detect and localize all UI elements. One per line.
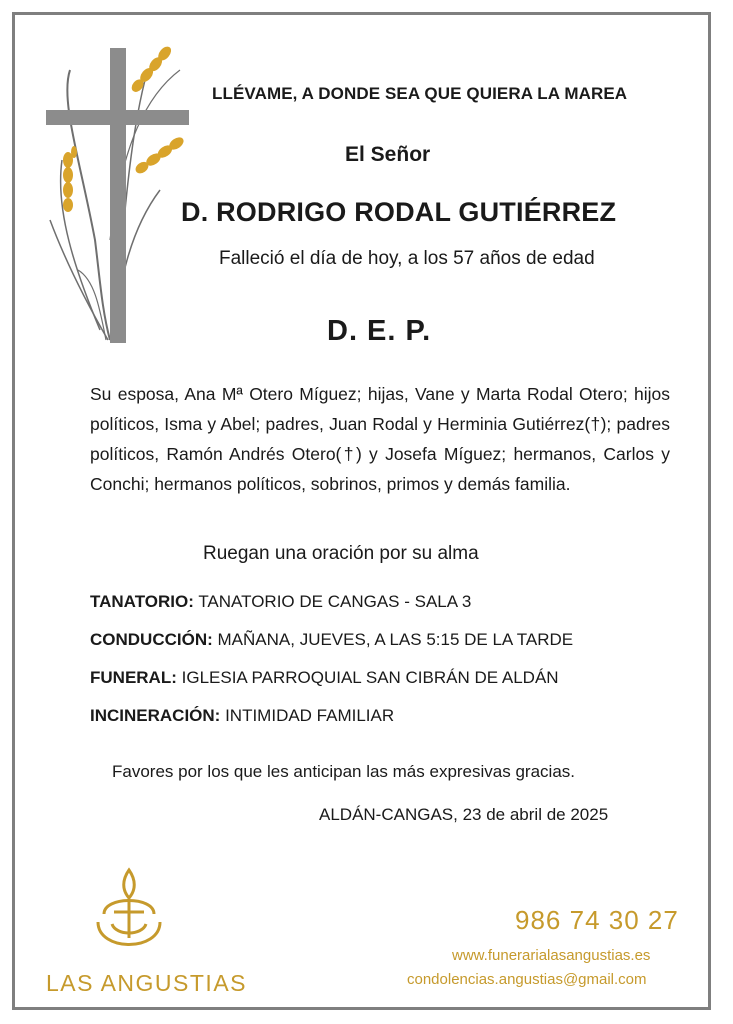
brand-name: LAS ANGUSTIAS — [46, 970, 248, 996]
family-paragraph: Su esposa, Ana Mª Otero Míguez; hijas, Vane y Marta Rodal Otero; hijos políticos, Isma y Abel; padres, Juan Rodal y Herminia Gutiérrez(†); padres políticos, Ramón Andrés Otero(†) y Josefa Míguez; hermanos, Carlos y Conchi; hermanos políticos, sobrinos, primos y demás familia. — [90, 384, 670, 494]
prayer-line: Ruegan una oración por su alma — [203, 543, 479, 564]
thanks-line: Favores por los que les anticipan las más expresivas gracias. — [112, 762, 575, 781]
detail-value: TANATORIO DE CANGAS - SALA 3 — [198, 592, 472, 611]
detail-label: FUNERAL: — [90, 668, 177, 687]
detail-label: TANATORIO: — [90, 592, 194, 611]
detail-value: INTIMIDAD FAMILIAR — [225, 706, 395, 725]
detail-value: MAÑANA, JUEVES, A LAS 5:15 DE LA TARDE — [217, 630, 574, 649]
email-link[interactable]: condolencias.angustias@gmail.com — [407, 971, 647, 988]
deceased-name: D. RODRIGO RODAL GUTIÉRREZ — [181, 197, 617, 227]
phone-number[interactable]: 986 74 30 27 — [515, 905, 679, 935]
detail-value: IGLESIA PARROQUIAL SAN CIBRÁN DE ALDÁN — [181, 668, 559, 687]
motto: LLÉVAME, A DONDE SEA QUE QUIERA LA MAREA — [212, 84, 628, 103]
place-date: ALDÁN-CANGAS, 23 de abril de 2025 — [319, 805, 609, 824]
detail-conduccion — [90, 630, 573, 650]
title-prefix: El Señor — [345, 143, 431, 166]
dep-text: D. E. P. — [327, 315, 432, 347]
detail-label: CONDUCCIÓN: — [90, 630, 213, 649]
detail-incineracion — [90, 706, 394, 726]
death-line: Falleció el día de hoy, a los 57 años de edad — [219, 248, 595, 269]
detail-label: INCINERACIÓN: — [90, 706, 221, 725]
detail-funeral — [90, 668, 559, 688]
detail-tanatorio — [90, 592, 471, 612]
las-angustias-logo-icon — [92, 866, 166, 956]
website-link[interactable]: www.funerarialasangustias.es — [452, 947, 651, 964]
